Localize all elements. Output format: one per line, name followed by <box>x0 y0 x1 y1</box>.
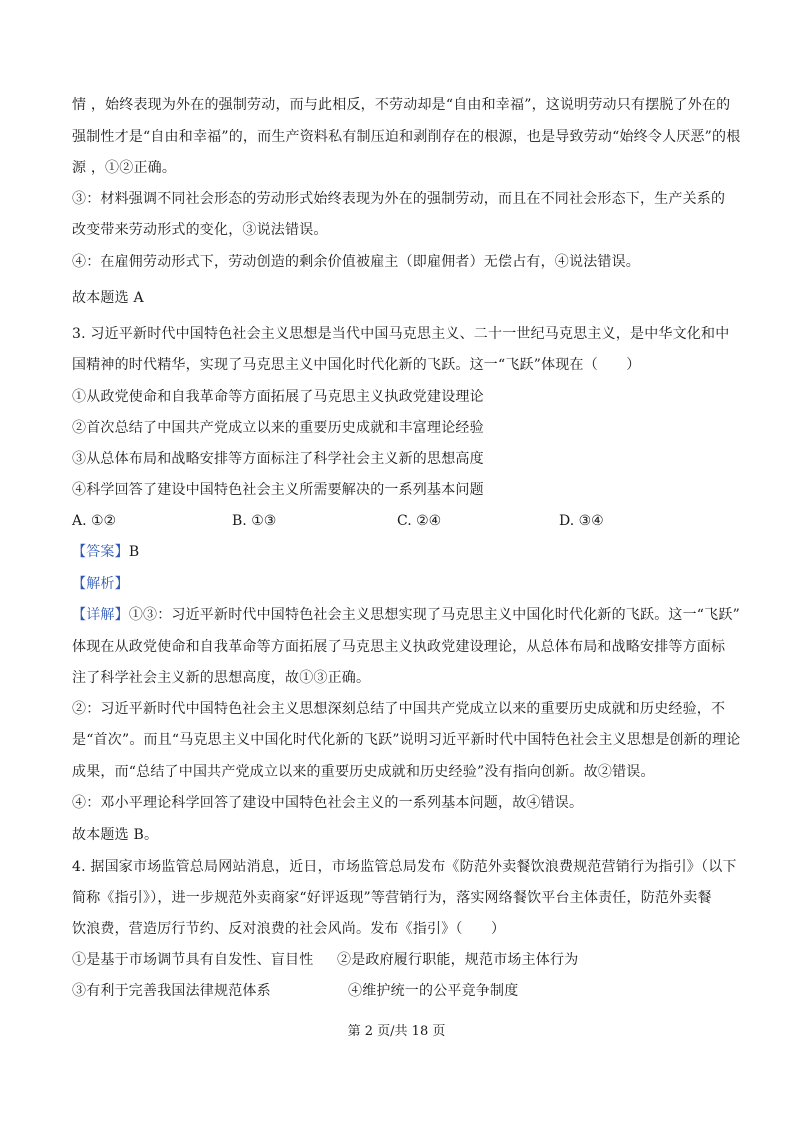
paragraph-line: 情 ，始终表现为外在的强制劳动，而与此相反，不劳动却是“自由和幸福”，这说明劳动只有摆脱了外在的 <box>72 97 731 113</box>
question-4-stem: 饮浪费，营造厉行节约、反对浪费的社会风尚。发布《指引》（ ） <box>72 921 506 937</box>
detail-line <box>72 604 740 626</box>
question-4-stem: 简称《指引》），进一步规范外卖商家“好评返现”等营销行为，落实网络餐饮平台主体责任，防范外卖餐 <box>72 890 712 906</box>
conclusion-line: 故本题选 B。 <box>72 827 159 843</box>
statement-3: ③有利于完善我国法律规范体系 <box>72 983 271 999</box>
paragraph-line: 改变带来劳动形式的变化，③说法错误。 <box>72 222 328 238</box>
detail-line: 成果，而“总结了中国共产党成立以来的重要历史成就和历史经验”没有指向创新。故②错误。 <box>72 764 655 780</box>
statement-4: ④维护统一的公平竞争制度 <box>348 983 519 999</box>
statement-row <box>72 949 732 971</box>
question-3-stem: 国精神的时代精华，实现了马克思主义中国化时代化新的飞跃。这一“飞跃”体现在（ ） <box>72 357 641 373</box>
statement-2: ②是政府履行职能，规范市场主体行为 <box>337 952 579 968</box>
paragraph-line: ④：在雇佣劳动形式下，劳动创造的剩余价值被雇主（即雇佣者）无偿占有，④说法错误。 <box>72 254 640 270</box>
option-d: D. ③④ <box>559 513 604 529</box>
statement-3: ③从总体布局和战略安排等方面标注了科学社会主义新的思想高度 <box>72 451 484 467</box>
answer-label: 【答案】 <box>72 544 129 560</box>
question-4-stem: 4. 据国家市场监管总局网站消息，近日，市场监管总局发布《防范外卖餐饮浪费规范营销行为指引》（以下 <box>72 859 737 875</box>
statement-1: ①是基于市场调节具有自发性、盲目性 <box>72 952 314 968</box>
answer-value: B <box>128 544 140 560</box>
paragraph-line: 源 ，①②正确。 <box>72 160 177 176</box>
page-number: 第 2 页/共 18 页 <box>347 1024 446 1039</box>
paragraph-line: ③：材料强调不同社会形态的劳动形式始终表现为外在的强制劳动，而且在不同社会形态下，生产关系的 <box>72 191 726 207</box>
option-c: C. ②④ <box>397 513 442 529</box>
detail-line: 体现在从政党使命和自我革命等方面拓展了马克思主义执政党建设理论，从总体布局和战略安排等方面标 <box>72 639 726 655</box>
conclusion-line: 故本题选 A <box>72 290 144 306</box>
detail-label: 【详解】 <box>72 607 129 623</box>
question-3-stem: 3. 习近平新时代中国特色社会主义思想是当代中国马克思主义、二十一世纪马克思主义，是中华文化和中 <box>72 326 730 342</box>
option-a: A. ①② <box>72 513 117 529</box>
answer-line <box>72 541 732 563</box>
detail-line: 是“首次”。而且“马克思主义中国化时代化新的飞跃”说明习近平新时代中国特色社会主义思想是创新的理论 <box>72 732 741 748</box>
statement-row <box>72 980 732 1002</box>
statement-1: ①从政党使命和自我革命等方面拓展了马克思主义执政党建设理论 <box>72 389 484 405</box>
statement-4: ④科学回答了建设中国特色社会主义所需要解决的一系列基本问题 <box>72 482 484 498</box>
detail-line: ②：习近平新时代中国特色社会主义思想深刻总结了中国共产党成立以来的重要历史成就和历史经验，不 <box>72 701 726 717</box>
detail-line: ④：邓小平理论科学回答了建设中国特色社会主义的一系列基本问题，故④错误。 <box>72 795 584 811</box>
detail-text: ①③：习近平新时代中国特色社会主义思想实现了马克思主义中国化时代化新的飞跃。这一“飞跃” <box>128 607 740 623</box>
option-b: B. ①③ <box>232 513 277 529</box>
paragraph-line: 强制性才是“自由和幸福”的，而生产资料私有制压迫和剥削存在的根源，也是导致劳动“始终令人厌恶”的根 <box>72 129 741 145</box>
statement-2: ②首次总结了中国共产党成立以来的重要历史成就和丰富理论经验 <box>72 420 484 436</box>
analysis-label: 【解析】 <box>72 576 129 592</box>
detail-line: 注了科学社会主义新的思想高度，故①③正确。 <box>72 670 371 686</box>
